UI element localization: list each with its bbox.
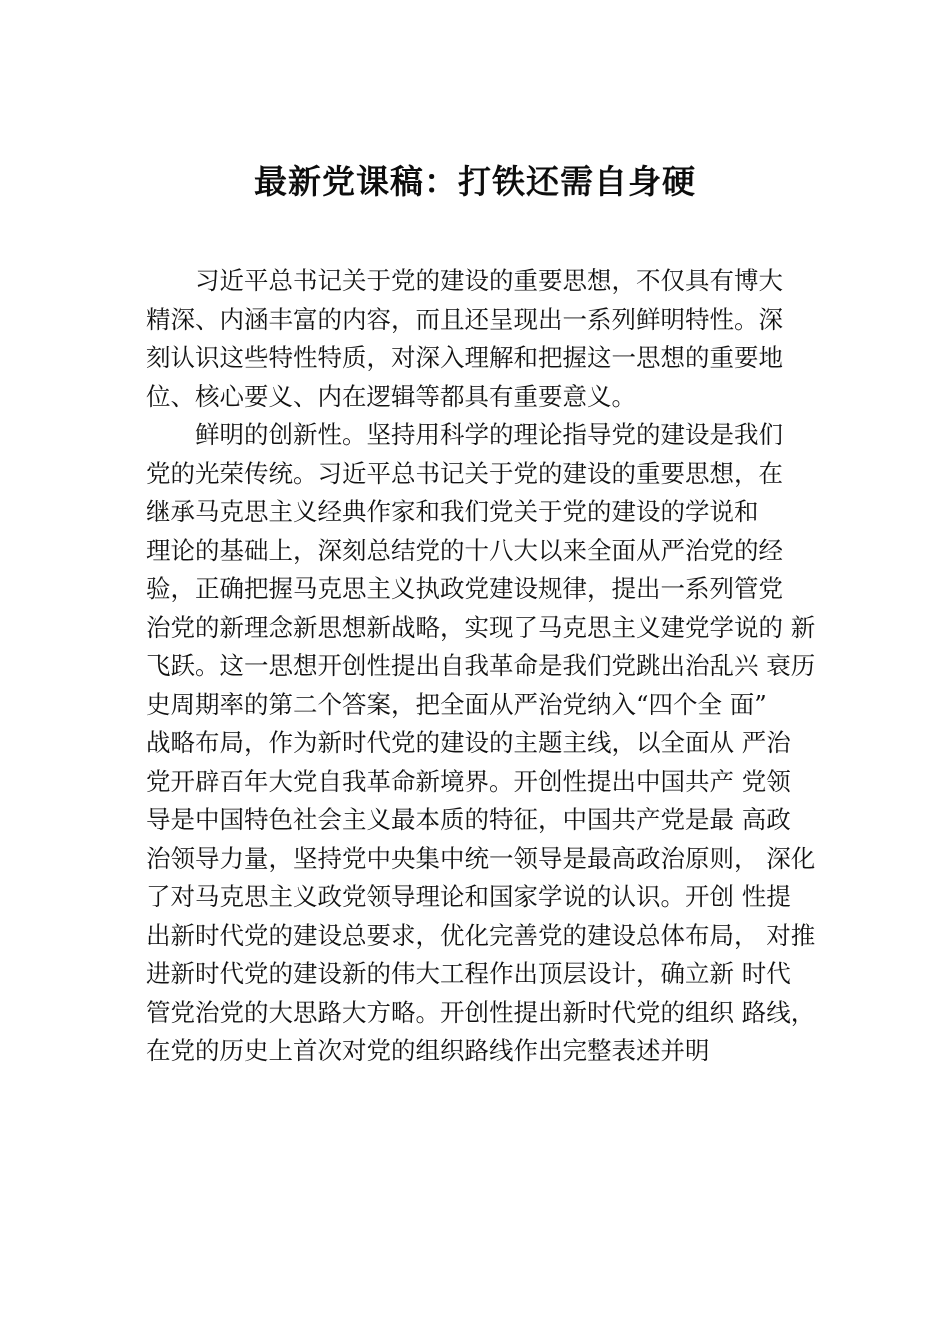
text-line: 习近平总书记关于党的建设的重要思想，不仅具有博大 (195, 266, 783, 295)
document-title: 最新党课稿：打铁还需自身硬 (254, 162, 696, 201)
text-line: 进新时代党的建设新的伟大工程作出顶层设计，确立新 时代 (146, 959, 791, 988)
text-line: 出新时代党的建设总要求，优化完善党的建设总体布局， 对推 (146, 920, 816, 950)
text-line: 管党治党的大思路大方略。开创性提出新时代党的组织 路线， (146, 997, 816, 1027)
text-line: 验，正确把握马克思主义执政党建设规律，提出一系列管党 (146, 574, 783, 603)
text-line: 精深、内涵丰富的内容，而且还呈现出一系列鲜明特性。深 (146, 304, 783, 334)
text-line: 党开辟百年大党自我革命新境界。开创性提出中国共产 党领 (146, 766, 791, 796)
text-line: 理论的基础上，深刻总结党的十八大以来全面从严治党的经 (146, 535, 783, 565)
text-line: 了对马克思主义政党领导理论和国家学说的认识。开创 性提 (146, 882, 791, 911)
text-line: 战略布局，作为新时代党的建设的主题主线，以全面从 严治 (146, 728, 791, 757)
text-line: 飞跃。这一思想开创性提出自我革命是我们党跳出治乱兴 衰历 (146, 651, 816, 680)
text-line: 史周期率的第二个答案，把全面从严治党纳入“四个全 面” (146, 689, 767, 719)
text-line: 在党的历史上首次对党的组织路线作出完整表述并明 (146, 1036, 710, 1065)
paragraph-intro (146, 262, 836, 416)
text-line: 党的光荣传统。习近平总书记关于党的建设的重要思想，在 (146, 458, 783, 488)
paragraph-innovation (146, 416, 836, 1071)
text-line: 继承马克思主义经典作家和我们党关于党的建设的学说和 (146, 497, 759, 526)
document-body (146, 262, 836, 1071)
text-line: 鲜明的创新性。坚持用科学的理论指导党的建设是我们 (195, 420, 783, 449)
text-line: 位、核心要义、内在逻辑等都具有重要意义。 (146, 381, 636, 411)
text-line: 导是中国特色社会主义最本质的特征，中国共产党是最 高政 (146, 805, 791, 834)
text-line: 治领导力量，坚持党中央集中统一领导是最高政治原则， 深化 (146, 843, 816, 873)
text-line: 治党的新理念新思想新战略，实现了马克思主义建党学说的 新 (146, 612, 816, 642)
text-line: 刻认识这些特性特质，对深入理解和把握这一思想的重要地 (146, 343, 783, 372)
